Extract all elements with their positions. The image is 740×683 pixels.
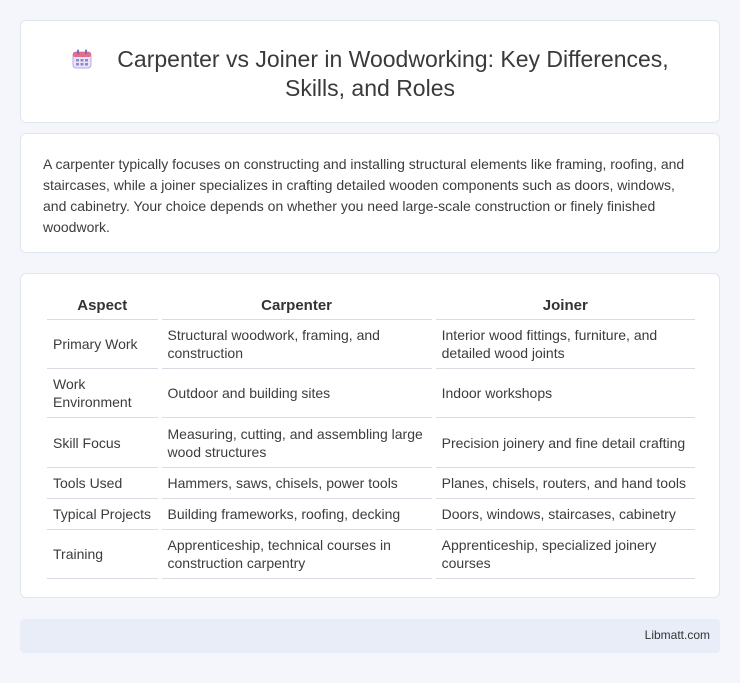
cell-carpenter: Hammers, saws, chisels, power tools (162, 468, 432, 499)
cell-carpenter: Measuring, cutting, and assembling large wood structures (162, 418, 432, 468)
header-joiner: Joiner (436, 292, 695, 320)
cell-carpenter: Apprenticeship, technical courses in construction carpentry (162, 530, 432, 579)
cell-aspect: Skill Focus (47, 418, 158, 468)
cell-aspect: Training (47, 530, 158, 579)
comparison-card (20, 273, 720, 598)
intro-card (20, 133, 720, 253)
footer-bar (20, 619, 720, 653)
title-line-2: Skills, and Roles (284, 75, 456, 101)
cell-joiner: Indoor workshops (436, 369, 695, 418)
cell-aspect: Tools Used (47, 468, 158, 499)
cell-aspect: Work Environment (47, 369, 158, 418)
cell-aspect: Typical Projects (47, 499, 158, 530)
cell-joiner: Precision joinery and fine detail crafting (436, 418, 695, 468)
table-row (47, 468, 695, 499)
table-header-row (47, 292, 695, 320)
cell-joiner: Planes, chisels, routers, and hand tools (436, 468, 695, 499)
header-aspect: Aspect (47, 292, 158, 320)
intro-paragraph: A carpenter typically focuses on constructing and installing structural elements like framing, roofing, and staircases, while a joiner specializes in crafting detailed wooden components such as doors, windows, and cabinetry. Your choice depends on whether you need large-scale construction or finely finished woodwork. (43, 156, 685, 235)
comparison-table (43, 292, 699, 579)
header-card (20, 20, 720, 123)
cell-aspect: Primary Work (47, 320, 158, 369)
table-row (47, 530, 695, 579)
cell-carpenter: Building frameworks, roofing, decking (162, 499, 432, 530)
table-row (47, 369, 695, 418)
table-row (47, 320, 695, 369)
page-title (21, 45, 719, 103)
cell-joiner: Interior wood fittings, furniture, and detailed wood joints (436, 320, 695, 369)
cell-carpenter: Outdoor and building sites (162, 369, 432, 418)
table-row (47, 418, 695, 468)
calendar-icon (71, 48, 93, 70)
cell-joiner: Apprenticeship, specialized joinery courses (436, 530, 695, 579)
header-carpenter: Carpenter (162, 292, 432, 320)
footer-brand: Libmatt.com (644, 628, 710, 642)
cell-carpenter: Structural woodwork, framing, and construction (162, 320, 432, 369)
cell-joiner: Doors, windows, staircases, cabinetry (436, 499, 695, 530)
table-row (47, 499, 695, 530)
title-line-1: Carpenter vs Joiner in Woodworking: Key Differences, (117, 46, 669, 72)
